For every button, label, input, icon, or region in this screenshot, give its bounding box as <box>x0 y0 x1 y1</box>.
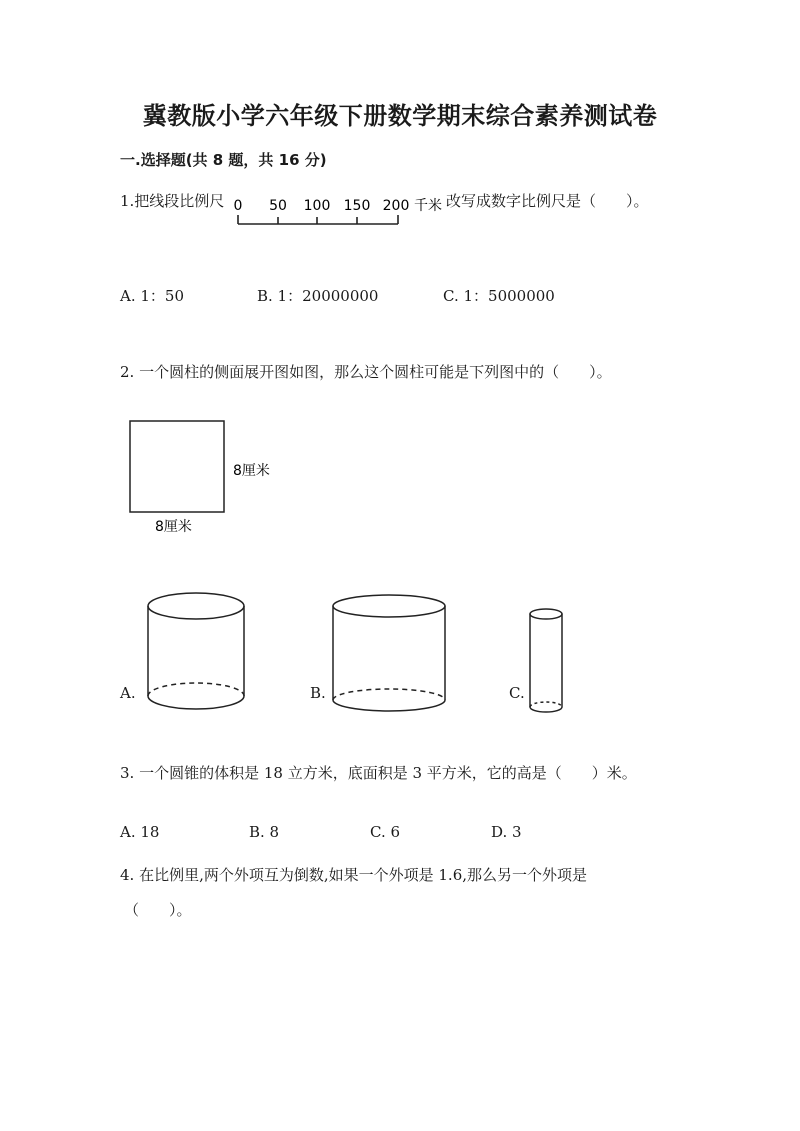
scale-tick-label: 150 <box>343 198 371 214</box>
q3-option-d: D. 3 <box>491 823 522 841</box>
cylinder-c <box>528 606 566 718</box>
cylinder-a <box>145 590 249 716</box>
q3-text: 3. 一个圆锥的体积是 18 立方米，底面积是 3 平方米，它的高是（ ）米。 <box>120 764 637 782</box>
cylinder-b <box>330 593 450 719</box>
q1-option-a: A. 1：50 <box>120 287 184 305</box>
q2-option-b-label: B. <box>310 684 326 702</box>
scale-tick-label: 100 <box>303 198 331 214</box>
q3-option-c: C. 6 <box>370 823 401 841</box>
q2-option-a-label: A. <box>120 684 136 702</box>
net-square <box>130 421 224 512</box>
net-bottom-label: 8厘米 <box>155 519 192 535</box>
scale-tick-label: 50 <box>269 198 287 214</box>
net-side-label: 8厘米 <box>233 463 270 479</box>
q1-option-c: C. 1：5000000 <box>443 287 555 305</box>
page-title: 冀教版小学六年级下册数学期末综合素养测试卷 <box>142 102 658 130</box>
section-heading: 一.选择题(共 8 题，共 16 分) <box>120 151 327 169</box>
q1-prefix: 1.把线段比例尺 <box>120 192 225 210</box>
scale-tick-label: 0 <box>233 198 243 214</box>
q4-text-cont: （ ）。 <box>124 901 192 919</box>
scale-unit-label: 千米 <box>414 198 442 214</box>
scale-tick-label: 200 <box>382 198 410 214</box>
q1-option-b: B. 1：20000000 <box>257 287 379 305</box>
q2-text: 2. 一个圆柱的侧面展开图如图，那么这个圆柱可能是下列图中的（ ）。 <box>120 363 612 381</box>
q1-suffix: 改写成数字比例尺是（ ）。 <box>446 192 649 210</box>
q3-option-b: B. 8 <box>249 823 280 841</box>
q3-option-a: A. 18 <box>120 823 160 841</box>
q4-text: 4. 在比例里,两个外项互为倒数,如果一个外项是 1.6,那么另一个外项是 <box>120 866 588 884</box>
q2-option-c-label: C. <box>509 684 525 702</box>
q2-net-figure <box>125 415 285 540</box>
q1-scale-bar <box>232 192 452 232</box>
